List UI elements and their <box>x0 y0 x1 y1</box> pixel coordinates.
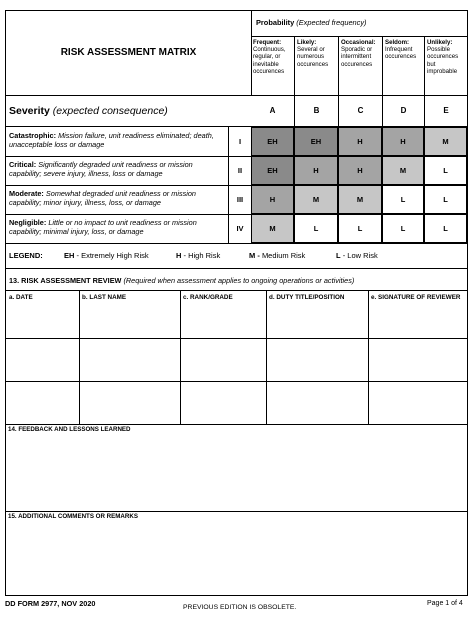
severity-name: Catastrophic: <box>9 131 57 140</box>
divider <box>6 126 467 127</box>
feedback-heading: 14. FEEDBACK AND LESSONS LEARNED <box>8 426 131 433</box>
probability-hint: (Expected frequency) <box>296 18 367 27</box>
severity-header <box>9 105 249 117</box>
risk-cell: H <box>382 127 424 156</box>
divider <box>251 36 467 37</box>
review-entry-field[interactable] <box>369 303 466 337</box>
frequency-name: Frequent: <box>253 39 282 46</box>
probability-letter-5: E <box>424 96 467 126</box>
probability-label: Probability <box>256 18 295 27</box>
severity-hint: (expected consequence) <box>52 105 168 117</box>
legend-code-l: L <box>336 251 341 260</box>
review-entry-field[interactable] <box>267 339 367 380</box>
severity-name: Negligible: <box>9 218 47 227</box>
frequency-name: Occasional: <box>341 39 376 46</box>
review-column-header-1: a. DATE <box>9 294 33 301</box>
review-entry-field[interactable] <box>7 382 78 423</box>
form-id <box>5 599 95 608</box>
frequency-name: Seldom: <box>385 39 410 46</box>
legend-text-m: Medium Risk <box>261 251 306 260</box>
review-heading: 13. RISK ASSESSMENT REVIEW <box>9 276 122 285</box>
review-entry-field[interactable] <box>181 339 265 380</box>
review-entry-field[interactable] <box>181 382 265 423</box>
risk-cell: L <box>424 185 467 214</box>
divider <box>6 243 467 244</box>
probability-letter-3: C <box>338 96 382 126</box>
review-entry-field[interactable] <box>369 339 466 380</box>
frequency-header-2 <box>294 37 338 95</box>
legend-code-eh: EH <box>64 251 75 260</box>
severity-desc: Significantly degraded unit readiness or mission capability; severe injury, illness, loss or damage <box>9 160 193 178</box>
comments-heading: 15. ADDITIONAL COMMENTS OR REMARKS <box>8 513 138 520</box>
frequency-name: Likely: <box>297 39 317 46</box>
risk-cell: M <box>251 214 294 243</box>
severity-roman-2: II <box>228 156 251 185</box>
risk-cell: EH <box>294 127 338 156</box>
frequency-header-5 <box>424 37 467 95</box>
severity-row-4-desc <box>6 218 228 243</box>
legend-item-m <box>249 251 336 260</box>
review-entry-field[interactable] <box>7 339 78 380</box>
divider <box>6 290 467 291</box>
comments-field[interactable] <box>7 522 466 594</box>
review-entry-field[interactable] <box>80 303 179 337</box>
legend-item-eh <box>64 251 176 260</box>
probability-header <box>256 18 466 27</box>
severity-name: Critical: <box>9 160 37 169</box>
review-entry-field[interactable] <box>181 303 265 337</box>
legend-text-h: - High Risk <box>183 251 221 260</box>
legend-code-m: M - <box>249 251 260 260</box>
divider <box>251 11 252 95</box>
divider <box>6 268 467 269</box>
frequency-header-4 <box>382 37 424 95</box>
risk-cell: M <box>424 127 467 156</box>
severity-roman-4: IV <box>228 214 251 243</box>
divider <box>6 511 467 512</box>
frequency-desc: Continuous, regular, or inevitable occurences <box>253 46 286 75</box>
review-column-header-5: e. SIGNATURE OF REVIEWER <box>371 294 461 301</box>
risk-cell: L <box>338 214 382 243</box>
matrix-title: RISK ASSESSMENT MATRIX <box>60 47 197 58</box>
severity-label: Severity <box>9 105 50 117</box>
risk-cell: M <box>294 185 338 214</box>
legend-code-h: H <box>176 251 182 260</box>
probability-letter-2: B <box>294 96 338 126</box>
review-entry-field[interactable] <box>267 382 367 423</box>
review-section-header <box>9 276 464 285</box>
frequency-desc: Sporadic or intermittent occurences <box>341 46 373 68</box>
probability-letter-1: A <box>269 106 276 115</box>
risk-assessment-form <box>5 10 468 596</box>
frequency-header-1 <box>251 37 294 95</box>
severity-roman-1: I <box>228 127 251 156</box>
risk-cell: L <box>294 214 338 243</box>
divider <box>6 95 467 96</box>
review-entry-field[interactable] <box>267 303 367 337</box>
severity-row-3-desc <box>6 189 228 214</box>
form-id-text: DD FORM 2977, NOV 2020 <box>5 599 96 608</box>
severity-desc: Mission failure, unit readiness eliminated; death, unacceptable loss or damage <box>9 131 214 149</box>
legend-text-eh: - Extremely High Risk <box>76 251 149 260</box>
frequency-name: Unlikely: <box>427 39 453 46</box>
review-column-header-3: c. RANK/GRADE <box>183 294 233 301</box>
frequency-desc: Several or numerous occurences <box>297 46 329 68</box>
legend-label: LEGEND: <box>9 251 43 260</box>
probability-letter-4: D <box>382 96 424 126</box>
feedback-field[interactable] <box>7 435 466 511</box>
risk-cell: EH <box>251 127 294 156</box>
severity-row-2-desc <box>6 160 228 185</box>
divider <box>6 424 467 425</box>
risk-cell: H <box>338 127 382 156</box>
risk-cell: L <box>382 185 424 214</box>
obsolete-notice: PREVIOUS EDITION IS OBSOLETE. <box>183 604 297 611</box>
legend-item-h <box>176 251 249 260</box>
review-column-header-4: d. DUTY TITLE/POSITION <box>269 294 345 301</box>
frequency-header-3 <box>338 37 382 95</box>
severity-name: Moderate: <box>9 189 44 198</box>
legend-item-l <box>336 251 378 260</box>
risk-cell: EH <box>251 156 294 185</box>
risk-cell: M <box>338 185 382 214</box>
frequency-desc: Possible occurences but improbable <box>427 46 459 75</box>
review-column-header-2: b. LAST NAME <box>82 294 127 301</box>
legend <box>9 251 464 260</box>
risk-cell: L <box>424 156 467 185</box>
review-hint: (Required when assessment applies to ongoing operations or activities) <box>123 276 355 285</box>
risk-cell: M <box>382 156 424 185</box>
risk-cell: H <box>338 156 382 185</box>
review-entry-field[interactable] <box>7 303 78 337</box>
page-number: Page 1 of 4 <box>427 600 463 607</box>
risk-cell: L <box>424 214 467 243</box>
risk-cell: H <box>294 156 338 185</box>
risk-cell: H <box>251 185 294 214</box>
risk-cell: L <box>382 214 424 243</box>
review-entry-field[interactable] <box>80 382 179 423</box>
review-entry-field[interactable] <box>80 339 179 380</box>
severity-roman-3: III <box>228 185 251 214</box>
severity-desc: Somewhat degraded unit readiness or mission capability; minor injury, illness, loss, or damage <box>9 189 196 207</box>
severity-desc: Little or no impact to unit readiness or mission capability; minimal injury, loss, or damage <box>9 218 197 236</box>
review-entry-field[interactable] <box>369 382 466 423</box>
legend-text-l: - Low Risk <box>342 251 378 260</box>
frequency-desc: Infrequent occurences <box>385 46 417 61</box>
severity-row-1-desc <box>6 131 228 156</box>
